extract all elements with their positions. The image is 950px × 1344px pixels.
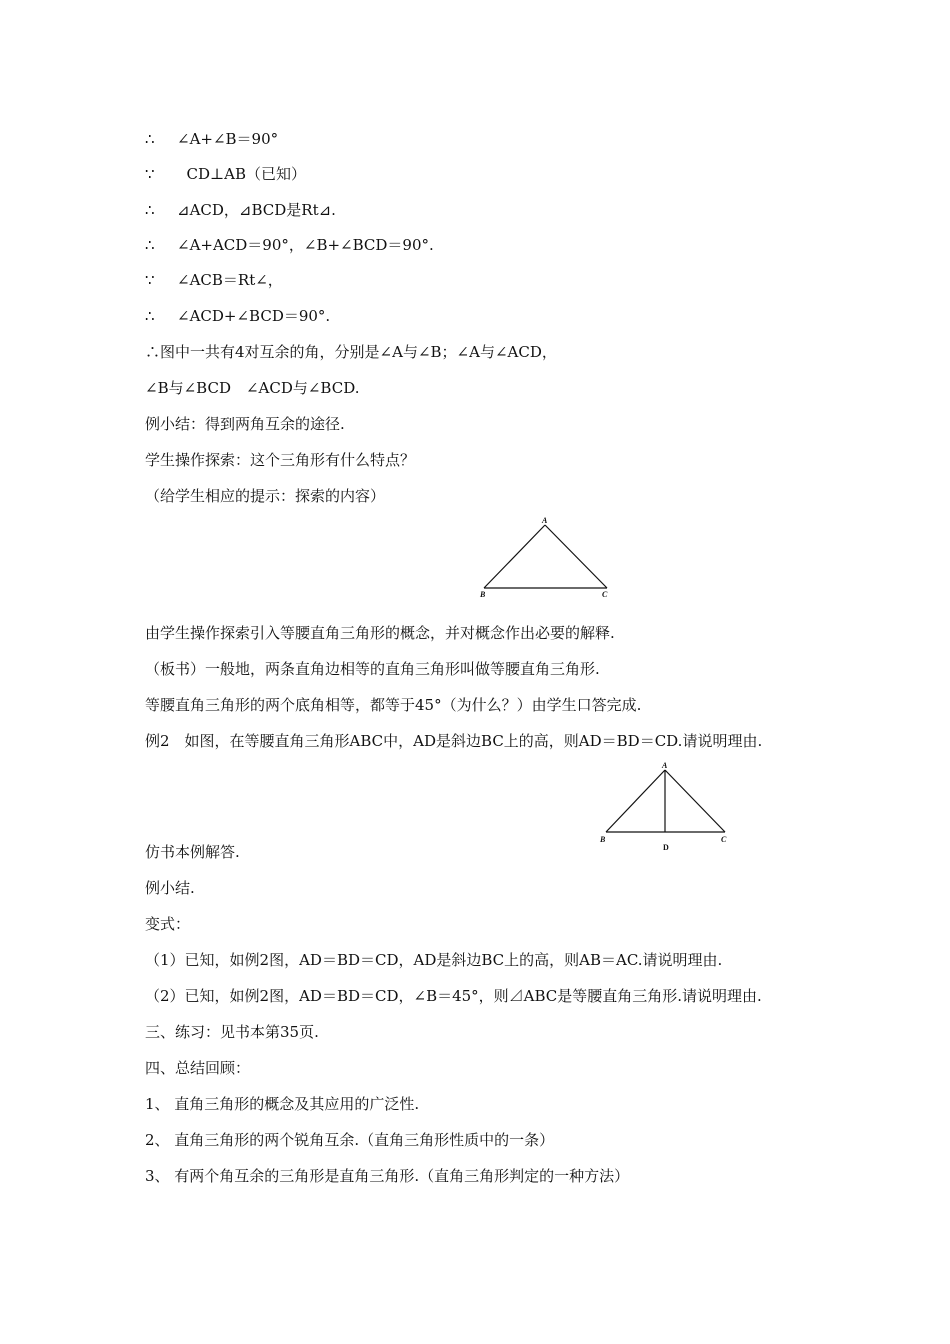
triangle-figure-2 (595, 760, 735, 855)
side-ac (665, 770, 725, 832)
review-heading: 四、总结回顾： (145, 1059, 251, 1077)
hint-line: （给学生相应的提示：探索的内容） (145, 487, 386, 505)
triangle-figure-1 (475, 515, 615, 600)
side-ab (606, 770, 665, 832)
therefore-symbol: ∴ (145, 201, 155, 219)
variant-2-line: （2）已知，如例2图，AD＝BD＝CD，∠B＝45°，则⊿ABC是等腰直角三角形.请说明理由. (145, 987, 762, 1005)
because-symbol: ∵ (145, 271, 155, 289)
therefore-symbol: ∴ (145, 307, 155, 325)
proof-text: ∠A+ACD＝90°，∠B+∠BCD＝90°. (177, 236, 434, 254)
proof-text: CD⊥AB（已知） (177, 165, 307, 183)
example-summary-line: 例小结. (145, 879, 195, 897)
proof-text: ∠ACD+∠BCD＝90°. (177, 307, 331, 325)
practice-heading: 三、练习：见书本第35页. (145, 1023, 319, 1041)
conclusion-line: ∴图中一共有4对互余的角，分别是∠A与∠B；∠A与∠ACD， (145, 343, 557, 361)
example-2-line: 例2 如图，在等腰直角三角形ABC中，AD是斜边BC上的高，则AD＝BD＝CD.请说明理由. (145, 732, 763, 750)
concept-intro-line: 由学生操作探索引入等腰直角三角形的概念，并对概念作出必要的解释. (145, 624, 615, 642)
base-angles-line: 等腰直角三角形的两个底角相等，都等于45°（为什么？）由学生口答完成. (145, 696, 642, 714)
vertex-label-a: A (662, 761, 668, 770)
vertex-label-c: C (602, 590, 608, 599)
variant-heading: 变式： (145, 915, 191, 933)
solution-line: 仿书本例解答. (145, 843, 240, 861)
proof-line-5 (145, 270, 283, 290)
proof-line-1 (145, 129, 278, 149)
vertex-label-c: C (721, 835, 727, 844)
because-symbol: ∵ (145, 165, 155, 183)
summary-line: 例小结：得到两角互余的途径. (145, 415, 345, 433)
proof-text: ∠ACB＝Rt∠， (177, 271, 283, 289)
definition-line: （板书）一般地，两条直角边相等的直角三角形叫做等腰直角三角形. (145, 660, 600, 678)
foot-label-d: D (663, 843, 669, 852)
vertex-label-b: B (480, 590, 486, 599)
vertex-label-a: A (542, 516, 548, 525)
proof-line-2 (145, 164, 306, 184)
vertex-label-b: B (600, 835, 606, 844)
review-item-1: 1、 直角三角形的概念及其应用的广泛性. (145, 1095, 420, 1113)
side-ac (545, 525, 607, 588)
variant-1-line: （1）已知，如例2图，AD＝BD＝CD，AD是斜边BC上的高，则AB＝AC.请说明理由. (145, 951, 723, 969)
proof-line-4 (145, 235, 434, 255)
review-item-2: 2、 直角三角形的两个锐角互余.（直角三角形性质中的一条） (145, 1131, 555, 1149)
therefore-symbol: ∴ (145, 236, 155, 254)
proof-text: ⊿ACD，⊿BCD是Rt⊿. (177, 201, 336, 219)
therefore-symbol: ∴ (145, 130, 155, 148)
side-ab (484, 525, 545, 588)
conclusion-line-cont: ∠B与∠BCD ∠ACD与∠BCD. (145, 379, 360, 397)
proof-line-3 (145, 200, 336, 220)
review-item-3: 3、 有两个角互余的三角形是直角三角形.（直角三角形判定的一种方法） (145, 1167, 630, 1185)
exploration-line: 学生操作探索：这个三角形有什么特点？ (145, 451, 416, 469)
proof-text: ∠A+∠B＝90° (177, 130, 279, 148)
proof-line-6 (145, 306, 330, 326)
